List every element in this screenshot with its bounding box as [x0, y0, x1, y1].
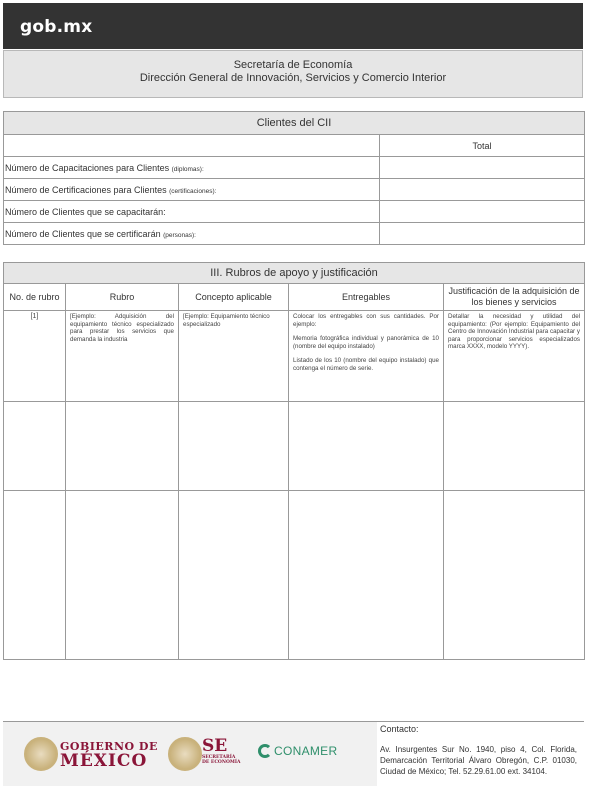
agency-name: Secretaría de Economía [233, 59, 353, 71]
clients-table [3, 111, 585, 245]
concepto-cell[interactable]: [Ejemplo: Equipamiento técnico especializado [179, 311, 289, 402]
clients-row-total-cell[interactable] [380, 223, 585, 245]
conamer-logo: CONAMER [274, 744, 338, 758]
government-seal-icon [24, 737, 58, 771]
column-header-justificacion: Justificación de la adquisición de los bienes y servicios [444, 284, 585, 311]
rubro-number[interactable] [4, 491, 66, 660]
agency-directorate: Dirección General de Innovación, Servicios y Comercio Interior [139, 72, 447, 84]
table-row [4, 311, 585, 402]
justificacion-cell[interactable] [444, 491, 585, 660]
rubro-cell[interactable]: [Ejemplo: Adquisición del equipamiento técnico especializado para prestar los servicios que demanda la industria [66, 311, 179, 402]
concepto-cell[interactable] [179, 491, 289, 660]
contact-address: Av. Insurgentes Sur No. 1940, piso 4, Col. Florida, Demarcación Territorial Álvaro Obregón, C.P. 01030, Ciudad de México; Tel. 52.29.61.00 ext. 34104. [380, 745, 577, 776]
total-column-header: Total [380, 135, 585, 157]
table-row [4, 402, 585, 491]
clients-table-title: Clientes del CII [4, 112, 585, 135]
brand-logo[interactable]: gob.mx [20, 17, 93, 37]
clients-row-total-cell[interactable] [380, 179, 585, 201]
conamer-icon [258, 744, 272, 758]
concepto-cell[interactable] [179, 402, 289, 491]
clients-row-label: Número de Clientes que se certificarán (personas): [4, 223, 380, 245]
entregables-cell[interactable]: Colocar los entregables con sus cantidades. Por ejemplo: Memoria fotográfica individual y panorámica de 10 (nombre del equipo instalado) Listado de los 10 (nombre del equipo instalado) que contenga el número de serie. [289, 311, 444, 402]
column-header-no-rubro: No. de rubro [4, 284, 66, 311]
top-bar [3, 3, 583, 49]
entregables-cell[interactable] [289, 491, 444, 660]
se-seal-icon [168, 737, 202, 771]
clients-row-label: Número de Capacitaciones para Clientes (diplomas): [4, 157, 380, 179]
rubros-table-title: III. Rubros de apoyo y justificación [4, 263, 585, 284]
clients-row-total-cell[interactable] [380, 157, 585, 179]
agency-header [3, 50, 583, 98]
gobierno-de-mexico-logo: GOBIERNO DE MÉXICO [60, 740, 158, 771]
rubro-number: [1] [4, 311, 66, 402]
justificacion-cell[interactable]: Detallar la necesidad y utilidad del equipamiento: (Por ejemplo: Equipamiento del Centro de Innovación Industrial para capacitar y para proporcionar servicios especializados marca XXXX, modelo YYYY). [444, 311, 585, 402]
clients-row-total-cell[interactable] [380, 201, 585, 223]
table-row [4, 491, 585, 660]
column-header-concepto: Concepto aplicable [179, 284, 289, 311]
clients-row-label: Número de Certificaciones para Clientes (certificaciones): [4, 179, 380, 201]
rubro-number[interactable] [4, 402, 66, 491]
clients-header-blank [4, 135, 380, 157]
rubro-cell[interactable] [66, 491, 179, 660]
rubro-cell[interactable] [66, 402, 179, 491]
secretaria-economia-logo: SE SECRETARÍA DE ECONOMÍA [202, 736, 241, 765]
clients-row-label: Número de Clientes que se capacitarán: [4, 201, 380, 223]
justificacion-cell[interactable] [444, 402, 585, 491]
contact-label: Contacto: [380, 724, 419, 734]
column-header-entregables: Entregables [289, 284, 444, 311]
column-header-rubro: Rubro [66, 284, 179, 311]
entregables-cell[interactable] [289, 402, 444, 491]
rubros-table [3, 262, 585, 660]
